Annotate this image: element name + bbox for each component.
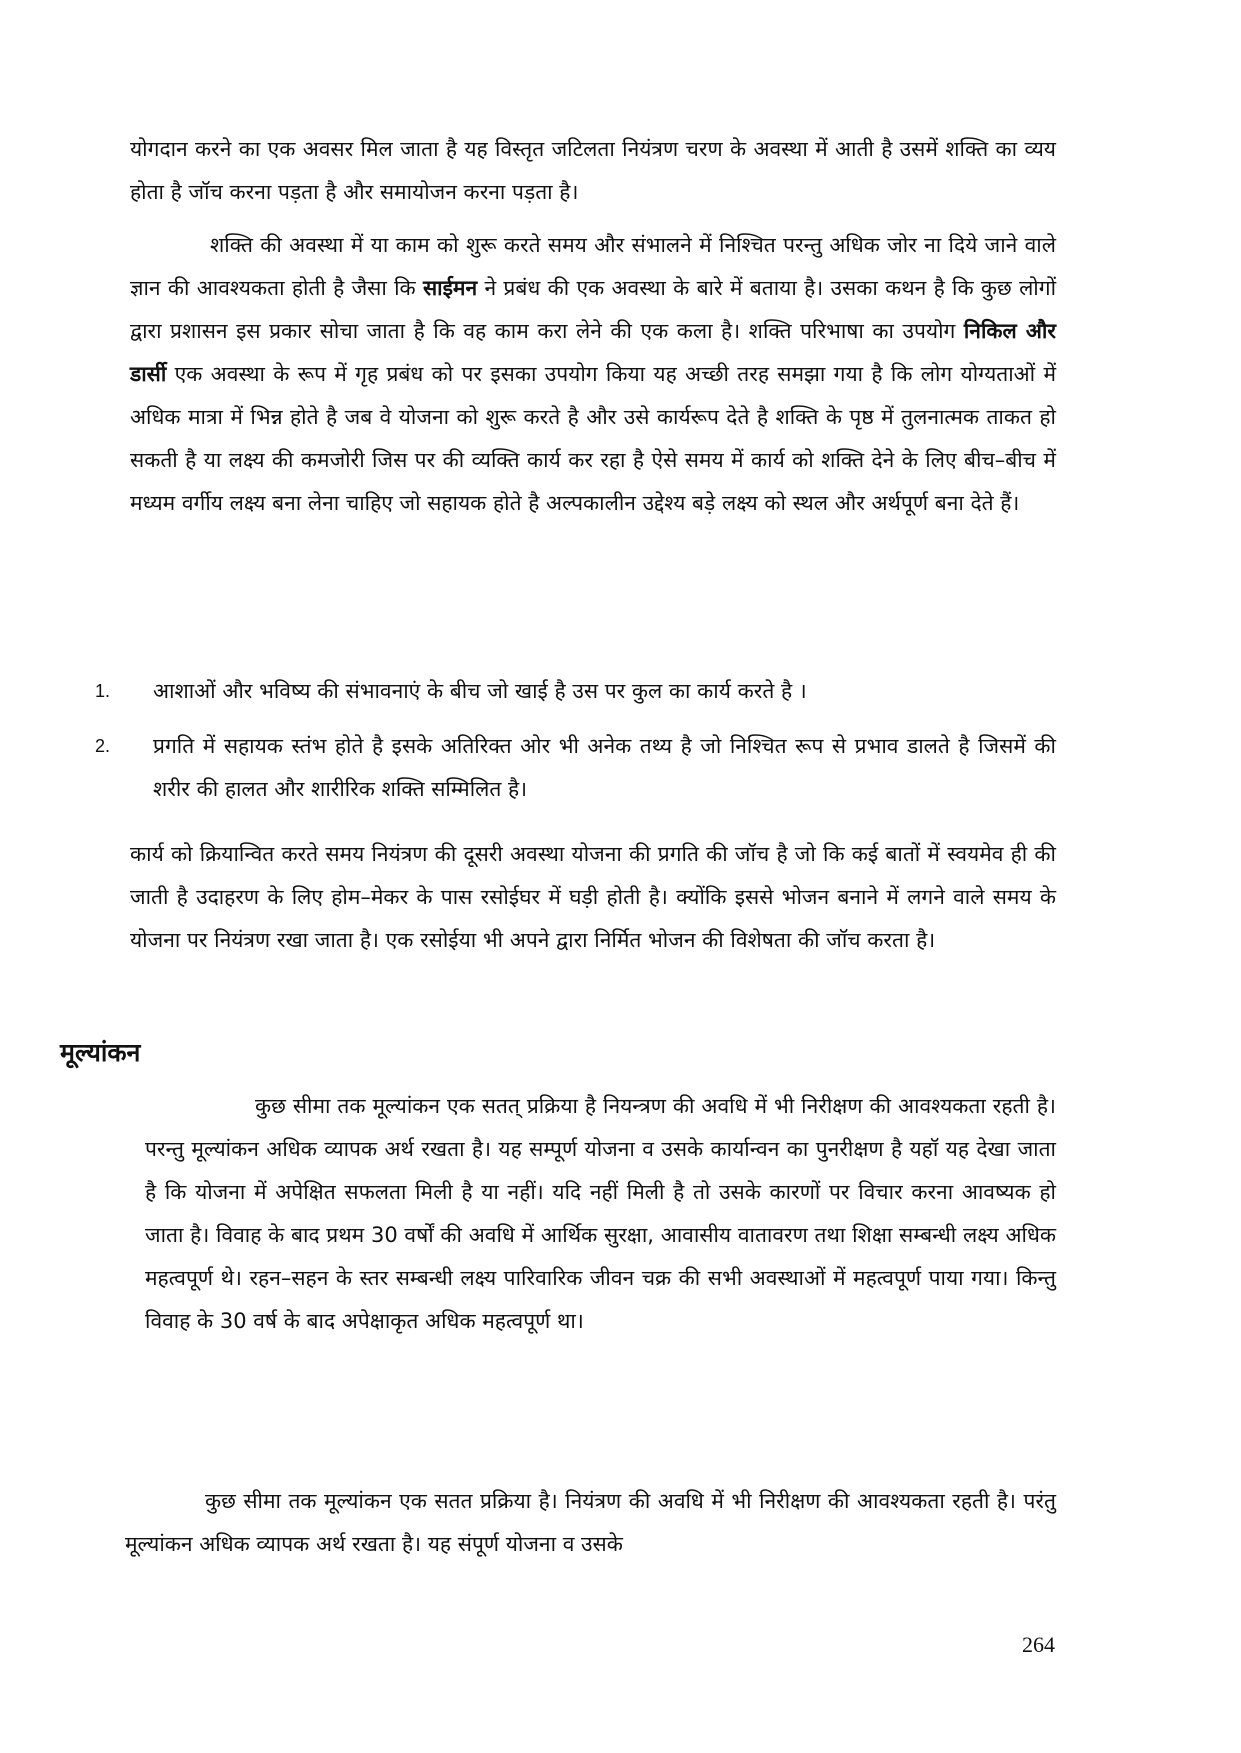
paragraph-2: [130, 224, 1056, 525]
list-number: 2.: [95, 736, 111, 756]
list-text: आशाओं और भविष्य की संभावनाएं के बीच जो खाई है उस पर कुल का कार्य करते है ।: [153, 679, 807, 703]
author-simon: साईमन: [422, 276, 478, 300]
paragraph-1: योगदान करने का एक अवसर मिल जाता है यह विस्तृत जटिलता नियंत्रण चरण के अवस्था में आती है उसमें शक्ति का व्यय होता है जॉच करना पड़ता है और समायोजन करना पड़ता है।: [130, 137, 1056, 204]
page-number: 264: [1022, 1632, 1055, 1657]
author-nickell-dorsey: निकिल और डार्सी: [130, 319, 1056, 386]
section-heading: मूल्यांकन: [60, 1038, 141, 1067]
paragraph-5: कुछ सीमा तक मूल्यांकन एक सतत प्रक्रिया है। नियंत्रण की अवधि में भी निरीक्षण की आवश्यकता रहती है। परंतु मूल्यांकन अधिक व्यापक अर्थ रखता है। यह संपूर्ण योजना व उसके: [125, 1489, 1056, 1556]
paragraph-4: कुछ सीमा तक मूल्यांकन एक सतत् प्रक्रिया है नियन्त्रण की अवधि में भी निरीक्षण की आवश्यकता रहती है। परन्तु मूल्यांकन अधिक व्यापक अर्थ रखता है। यह सम्पूर्ण योजना व उसके कार्यान्वन का पुनरीक्षण है यहॉ यह देखा जाता है कि योजना में अपेक्षित सफलता मिली है या नहीं। यदि नहीं मिली है तो उसके कारणों पर विचार करना आवष्यक हो जाता है। विवाह के बाद प्रथम 30 वर्षों की अवधि में आर्थिक सुरक्षा, आवासीय वातावरण तथा शिक्षा सम्बन्धी लक्ष्य अधिक महत्वपूर्ण थे। रहन–सहन के स्तर सम्बन्धी लक्ष्य पारिवारिक जीवन चक्र की सभी अवस्थाओं में महत्वपूर्ण पाया गया। किन्तु विवाह के 30 वर्ष के बाद अपेक्षाकृत अधिक महत्वपूर्ण था।: [145, 1094, 1056, 1333]
paragraph-2-text-e: एक अवस्था के रूप में गृह प्रबंध को पर इसका उपयोग किया यह अच्छी तरह समझा गया है कि लोग योग्यताओं में अधिक मात्रा में भिन्न होते है जब वे योजना को शुरू करते है और उसे कार्यरूप देते है शक्ति के पृष्ठ में तुलनात्मक ताकत हो सकती है या लक्ष्य की कमजोरी जिस पर की व्यक्ति कार्य कर रहा है ऐसे समय में कार्य को शक्ति देने के लिए बीच–बीच में मध्यम वर्गीय लक्ष्य बना लेना चाहिए जो सहायक होते है अल्पकालीन उद्देश्य बड़े लक्ष्य को स्थल और अर्थपूर्ण बना देते हैं।: [130, 362, 1056, 515]
paragraph-3: कार्य को क्रियान्वित करते समय नियंत्रण की दूसरी अवस्था योजना की प्रगति की जॉच है जो कि कई बातों में स्वयमेव ही की जाती है उदाहरण के लिए होम–मेकर के पास रसोईघर में घड़ी होती है। क्योंकि इससे भोजन बनाने में लगने वाले समय के योजना पर नियंत्रण रखा जाता है। एक रसोईया भी अपने द्वारा निर्मित भोजन की विशेषता की जॉच करता है।: [130, 842, 1056, 952]
list-item: [95, 670, 1056, 713]
paragraph-2-text-a: शक्ति की अवस्था में या काम को शुरू करते समय और संभालने में निश्चित परन्तु अधिक जोर ना दिये जाने वाले ज्ञान की आवश्यकता होती है जैसा कि: [130, 233, 1056, 300]
list-item: [95, 725, 1056, 811]
list-text: प्रगति में सहायक स्तंभ होते है इसके अतिरिक्त ओर भी अनेक तथ्य है जो निश्चित रूप से प्रभाव डालते है जिसमें की शरीर की हालत और शारीरिक शक्ति सम्मिलित है।: [153, 734, 1056, 801]
list-number: 1.: [95, 681, 111, 701]
paragraph-2-text-c: ने प्रबंध की एक अवस्था के बारे में बताया है। उसका कथन है कि कुछ लोगों द्वारा प्रशासन इस प्रकार सोचा जाता है कि वह काम करा लेने की एक कला है। शक्ति परिभाषा का उपयोग: [130, 276, 1057, 343]
